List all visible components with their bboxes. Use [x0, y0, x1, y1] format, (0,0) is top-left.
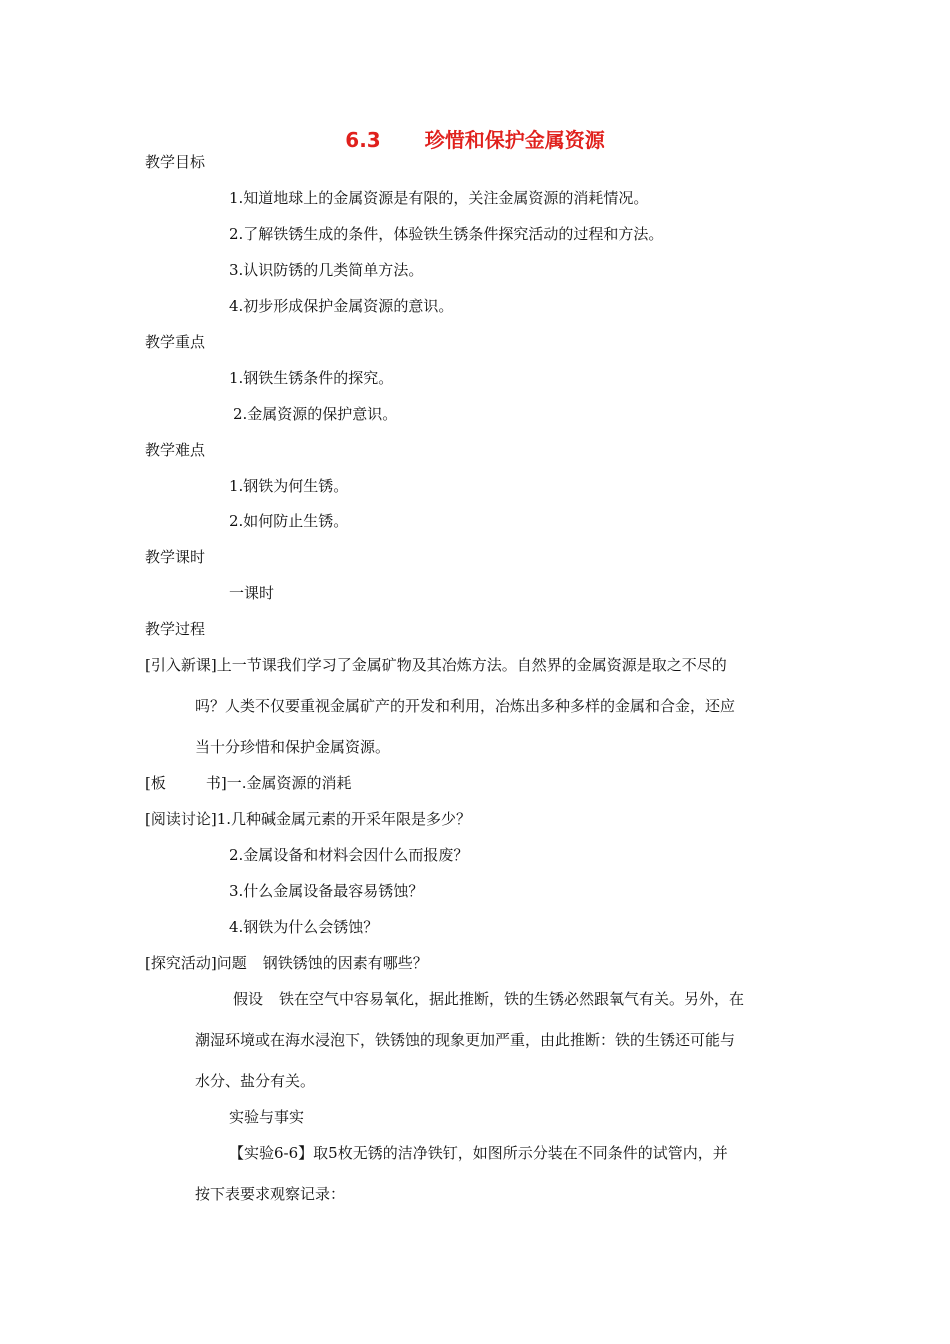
explore-line [145, 953, 428, 973]
hypothesis-label: 假设 [233, 990, 264, 1008]
reading-item: 3.什么金属设备最容易锈蚀？ [229, 882, 424, 900]
board-text: 一.金属资源的消耗 [226, 774, 352, 792]
title-text: 珍惜和保护金属资源 [424, 128, 605, 152]
reading-tag: [阅读讨论] [145, 810, 217, 828]
hours-heading: 教学课时 [145, 548, 206, 566]
difficult-heading: 教学难点 [145, 441, 206, 459]
experiment-line: 【实验6-6】取5枚无锈的洁净铁钉，如图所示分装在不同条件的试管内，并 [229, 1144, 728, 1162]
board-tag-a: [板 [145, 774, 166, 792]
reading-item: 1.几种碱金属元素的开采年限是多少？ [216, 810, 472, 828]
page-title [0, 124, 950, 153]
key-heading: 教学重点 [145, 333, 206, 351]
hypothesis-line [233, 989, 744, 1009]
difficult-point: 2.如何防止生锈。 [229, 512, 349, 530]
board-line [145, 773, 352, 793]
goal-item: 1.知道地球上的金属资源是有限的，关注金属资源的消耗情况。 [229, 189, 649, 207]
process-heading: 教学过程 [145, 620, 206, 638]
difficult-point: 1.钢铁为何生锈。 [229, 477, 349, 495]
explore-tag: [探究活动] [145, 954, 217, 972]
reading-item: 4.钢铁为什么会锈蚀？ [229, 918, 379, 936]
intro-line: 当十分珍惜和保护金属资源。 [195, 738, 391, 756]
intro-text: 上一节课我们学习了金属矿物及其冶炼方法。自然界的金属资源是取之不尽的 [216, 656, 727, 674]
experiment-line: 按下表要求观察记录： [195, 1185, 346, 1203]
hypothesis-line: 潮湿环境或在海水浸泡下，铁锈蚀的现象更加严重，由此推断：铁的生锈还可能与 [195, 1031, 736, 1049]
intro-line: 吗？人类不仅要重视金属矿产的开发和利用，冶炼出多种多样的金属和合金，还应 [195, 697, 736, 715]
facts-heading: 实验与事实 [229, 1108, 305, 1126]
intro-tag: [引入新课] [145, 656, 217, 674]
hypothesis-text: 铁在空气中容易氧化，据此推断，铁的生锈必然跟氧气有关。另外，在 [279, 990, 745, 1008]
explore-problem-text: 钢铁锈蚀的因素有哪些？ [262, 954, 428, 972]
goals-heading: 教学目标 [145, 153, 206, 171]
goal-item: 2.了解铁锈生成的条件，体验铁生锈条件探究活动的过程和方法。 [229, 225, 664, 243]
reading-line [145, 809, 471, 829]
explore-problem-label: 问题 [216, 954, 247, 972]
key-point: 1.钢铁生锈条件的探究。 [229, 369, 394, 387]
key-point: 2.金属资源的保护意识。 [233, 405, 398, 423]
goal-item: 4.初步形成保护金属资源的意识。 [229, 297, 454, 315]
board-tag-b: 书] [205, 774, 227, 792]
title-number: 6.3 [345, 128, 381, 152]
hypothesis-line: 水分、盐分有关。 [195, 1072, 316, 1090]
goal-item: 3.认识防锈的几类简单方法。 [229, 261, 424, 279]
intro-line [145, 655, 727, 675]
hours-value: 一课时 [229, 584, 275, 602]
reading-item: 2.金属设备和材料会因什么而报废？ [229, 846, 469, 864]
